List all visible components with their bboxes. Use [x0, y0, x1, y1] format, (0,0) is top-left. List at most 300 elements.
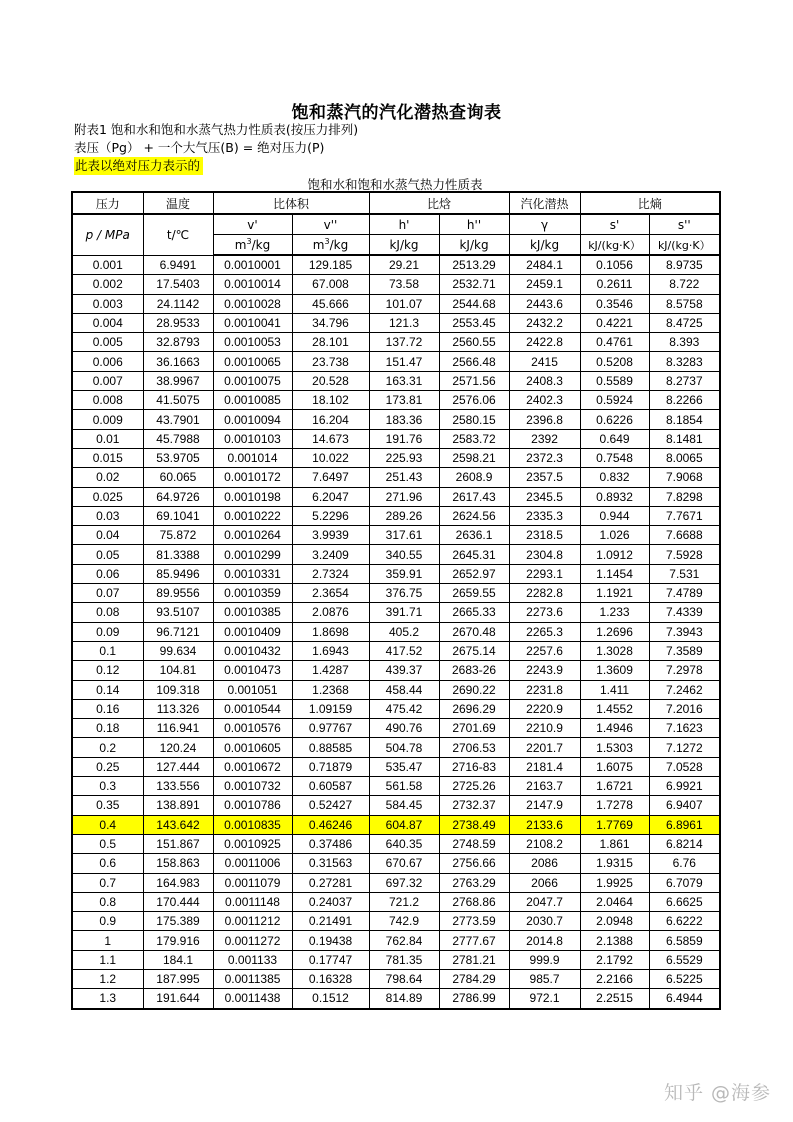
cell-s1: 1.026 — [580, 526, 649, 545]
table-row — [72, 757, 720, 776]
cell-v2: 0.88585 — [292, 738, 369, 757]
cell-v2: 7.6497 — [292, 468, 369, 487]
cell-pressure: 0.6 — [72, 854, 143, 873]
cell-v2: 6.2047 — [292, 487, 369, 506]
cell-temperature: 133.556 — [143, 777, 213, 796]
cell-h1: 317.61 — [369, 526, 439, 545]
cell-pressure: 0.35 — [72, 796, 143, 815]
cell-pressure: 1.2 — [72, 969, 143, 988]
cell-temperature: 53.9705 — [143, 448, 213, 467]
header-enthalpy: 比焓 — [369, 192, 509, 214]
table-row — [72, 854, 720, 873]
cell-s2: 7.3943 — [649, 622, 720, 641]
table-row — [72, 719, 720, 738]
cell-v2: 0.60587 — [292, 777, 369, 796]
cell-temperature: 116.941 — [143, 719, 213, 738]
cell-gamma: 2220.9 — [509, 699, 580, 718]
cell-pressure: 0.09 — [72, 622, 143, 641]
cell-h1: 29.21 — [369, 255, 439, 275]
cell-temperature: 164.983 — [143, 873, 213, 892]
cell-v1: 0.0010222 — [213, 506, 292, 525]
cell-v2: 1.09159 — [292, 699, 369, 718]
table-row — [72, 313, 720, 332]
cell-h2: 2725.26 — [439, 777, 509, 796]
cell-s1: 2.1388 — [580, 931, 649, 950]
cell-temperature: 127.444 — [143, 757, 213, 776]
cell-pressure: 0.006 — [72, 352, 143, 371]
cell-s1: 1.2696 — [580, 622, 649, 641]
cell-temperature: 69.1041 — [143, 506, 213, 525]
cell-s2: 7.531 — [649, 564, 720, 583]
cell-h1: 561.58 — [369, 777, 439, 796]
cell-h1: 640.35 — [369, 834, 439, 853]
cell-s2: 7.2978 — [649, 661, 720, 680]
header-v1-unit: $m^3/kg$ — [213, 235, 292, 256]
table-row — [72, 622, 720, 641]
header-v1: v' — [213, 214, 292, 235]
cell-s2: 8.4725 — [649, 313, 720, 332]
table-row — [72, 371, 720, 390]
cell-v1: 0.0011385 — [213, 969, 292, 988]
note-pressure-formula: 表压（Pg） + 一个大气压(B) = 绝对压力(P) — [74, 140, 325, 155]
cell-v1: 0.0010094 — [213, 410, 292, 429]
cell-s2: 6.9407 — [649, 796, 720, 815]
cell-h2: 2580.15 — [439, 410, 509, 429]
cell-v1: 0.0010028 — [213, 294, 292, 313]
cell-s2: 7.4789 — [649, 584, 720, 603]
header-gamma-unit: kJ/kg — [509, 235, 580, 256]
cell-v2: 0.1512 — [292, 989, 369, 1009]
cell-pressure: 0.05 — [72, 545, 143, 564]
cell-v1: 0.0010359 — [213, 584, 292, 603]
cell-h1: 151.47 — [369, 352, 439, 371]
cell-v2: 28.101 — [292, 333, 369, 352]
cell-v1: 0.0010065 — [213, 352, 292, 371]
cell-gamma: 2231.8 — [509, 680, 580, 699]
table-row — [72, 391, 720, 410]
table-row — [72, 526, 720, 545]
cell-s2: 6.5859 — [649, 931, 720, 950]
cell-pressure: 0.4 — [72, 815, 143, 834]
cell-v1: 0.0010264 — [213, 526, 292, 545]
cell-s2: 7.6688 — [649, 526, 720, 545]
cell-pressure: 0.14 — [72, 680, 143, 699]
cell-h2: 2624.56 — [439, 506, 509, 525]
cell-gamma: 2459.1 — [509, 275, 580, 294]
cell-pressure: 0.07 — [72, 584, 143, 603]
table-row — [72, 661, 720, 680]
cell-s2: 6.6625 — [649, 892, 720, 911]
cell-h1: 504.78 — [369, 738, 439, 757]
cell-pressure: 0.08 — [72, 603, 143, 622]
cell-v2: 0.16328 — [292, 969, 369, 988]
cell-temperature: 99.634 — [143, 641, 213, 660]
cell-s2: 7.2462 — [649, 680, 720, 699]
cell-temperature: 24.1142 — [143, 294, 213, 313]
cell-s2: 6.7079 — [649, 873, 720, 892]
cell-h2: 2696.29 — [439, 699, 509, 718]
header-row-groups — [72, 192, 720, 214]
cell-h1: 475.42 — [369, 699, 439, 718]
cell-h2: 2706.53 — [439, 738, 509, 757]
cell-gamma: 2265.3 — [509, 622, 580, 641]
cell-temperature: 184.1 — [143, 950, 213, 969]
cell-h1: 584.45 — [369, 796, 439, 815]
cell-v2: 23.738 — [292, 352, 369, 371]
cell-v1: 0.0010835 — [213, 815, 292, 834]
cell-v2: 129.185 — [292, 255, 369, 275]
cell-v1: 0.001014 — [213, 448, 292, 467]
table-row — [72, 603, 720, 622]
cell-v2: 0.31563 — [292, 854, 369, 873]
cell-v1: 0.0010299 — [213, 545, 292, 564]
cell-h1: 359.91 — [369, 564, 439, 583]
cell-temperature: 89.9556 — [143, 584, 213, 603]
cell-v2: 0.17747 — [292, 950, 369, 969]
table-row — [72, 931, 720, 950]
cell-temperature: 109.318 — [143, 680, 213, 699]
cell-h2: 2777.67 — [439, 931, 509, 950]
cell-s2: 7.8298 — [649, 487, 720, 506]
cell-v1: 0.0011212 — [213, 912, 292, 931]
cell-s1: 0.7548 — [580, 448, 649, 467]
cell-gamma: 2201.7 — [509, 738, 580, 757]
cell-h2: 2756.66 — [439, 854, 509, 873]
header-latent-heat: 汽化潜热 — [509, 192, 580, 214]
cell-v2: 2.0876 — [292, 603, 369, 622]
cell-h2: 2617.43 — [439, 487, 509, 506]
cell-gamma: 2318.5 — [509, 526, 580, 545]
cell-s1: 0.4221 — [580, 313, 649, 332]
cell-v2: 2.7324 — [292, 564, 369, 583]
cell-v1: 0.0010544 — [213, 699, 292, 718]
table-row — [72, 950, 720, 969]
cell-gamma: 2014.8 — [509, 931, 580, 950]
cell-temperature: 64.9726 — [143, 487, 213, 506]
cell-s1: 0.1056 — [580, 255, 649, 275]
cell-s1: 2.0948 — [580, 912, 649, 931]
cell-v1: 0.001133 — [213, 950, 292, 969]
cell-pressure: 0.8 — [72, 892, 143, 911]
cell-gamma: 2047.7 — [509, 892, 580, 911]
cell-v2: 0.21491 — [292, 912, 369, 931]
cell-s1: 1.4552 — [580, 699, 649, 718]
cell-gamma: 2443.6 — [509, 294, 580, 313]
header-entropy: 比熵 — [580, 192, 720, 214]
cell-v1: 0.0010473 — [213, 661, 292, 680]
table-row — [72, 487, 720, 506]
cell-v1: 0.0011438 — [213, 989, 292, 1009]
cell-s2: 8.1854 — [649, 410, 720, 429]
header-h1-unit: kJ/kg — [369, 235, 439, 256]
cell-s1: 1.411 — [580, 680, 649, 699]
cell-s1: 1.233 — [580, 603, 649, 622]
cell-gamma: 2422.8 — [509, 333, 580, 352]
cell-s2: 6.76 — [649, 854, 720, 873]
table-row — [72, 429, 720, 448]
cell-v2: 1.6943 — [292, 641, 369, 660]
table-row — [72, 699, 720, 718]
cell-pressure: 0.03 — [72, 506, 143, 525]
header-t-unit: t/℃ — [143, 214, 213, 255]
cell-v1: 0.0010786 — [213, 796, 292, 815]
cell-s2: 6.6222 — [649, 912, 720, 931]
cell-v1: 0.0010103 — [213, 429, 292, 448]
cell-s1: 0.8932 — [580, 487, 649, 506]
cell-h1: 535.47 — [369, 757, 439, 776]
header-s2: s'' — [649, 214, 720, 235]
cell-s1: 1.861 — [580, 834, 649, 853]
table-row — [72, 873, 720, 892]
table-row — [72, 796, 720, 815]
cell-pressure: 0.005 — [72, 333, 143, 352]
cell-s2: 6.5529 — [649, 950, 720, 969]
cell-h2: 2544.68 — [439, 294, 509, 313]
cell-v2: 34.796 — [292, 313, 369, 332]
cell-pressure: 0.004 — [72, 313, 143, 332]
cell-h2: 2768.86 — [439, 892, 509, 911]
cell-gamma: 2133.6 — [509, 815, 580, 834]
cell-temperature: 93.5107 — [143, 603, 213, 622]
cell-pressure: 0.008 — [72, 391, 143, 410]
cell-gamma: 2066 — [509, 873, 580, 892]
cell-s1: 1.1921 — [580, 584, 649, 603]
cell-h1: 439.37 — [369, 661, 439, 680]
cell-temperature: 187.995 — [143, 969, 213, 988]
cell-temperature: 6.9491 — [143, 255, 213, 275]
table-row — [72, 564, 720, 583]
cell-s2: 7.1623 — [649, 719, 720, 738]
cell-h1: 458.44 — [369, 680, 439, 699]
cell-temperature: 45.7988 — [143, 429, 213, 448]
table-row — [72, 255, 720, 275]
cell-temperature: 41.5075 — [143, 391, 213, 410]
cell-h1: 721.2 — [369, 892, 439, 911]
cell-s1: 1.9925 — [580, 873, 649, 892]
cell-v2: 14.673 — [292, 429, 369, 448]
cell-s2: 6.9921 — [649, 777, 720, 796]
cell-h2: 2701.69 — [439, 719, 509, 738]
cell-s2: 6.5225 — [649, 969, 720, 988]
steam-properties-table — [71, 191, 721, 1010]
cell-pressure: 0.025 — [72, 487, 143, 506]
cell-v1: 0.0010085 — [213, 391, 292, 410]
cell-s1: 1.7278 — [580, 796, 649, 815]
cell-h2: 2571.56 — [439, 371, 509, 390]
table-caption: 饱和水和饱和水蒸气热力性质表 — [307, 177, 483, 192]
cell-temperature: 85.9496 — [143, 564, 213, 583]
cell-temperature: 179.916 — [143, 931, 213, 950]
cell-v2: 67.008 — [292, 275, 369, 294]
cell-h2: 2598.21 — [439, 448, 509, 467]
cell-v2: 0.19438 — [292, 931, 369, 950]
cell-temperature: 43.7901 — [143, 410, 213, 429]
cell-s1: 2.1792 — [580, 950, 649, 969]
cell-temperature: 138.891 — [143, 796, 213, 815]
cell-pressure: 0.16 — [72, 699, 143, 718]
cell-gamma: 2163.7 — [509, 777, 580, 796]
cell-pressure: 0.5 — [72, 834, 143, 853]
cell-h1: 163.31 — [369, 371, 439, 390]
table-row — [72, 352, 720, 371]
cell-h1: 742.9 — [369, 912, 439, 931]
header-h2-unit: kJ/kg — [439, 235, 509, 256]
cell-h2: 2670.48 — [439, 622, 509, 641]
table-row — [72, 641, 720, 660]
cell-v1: 0.0010172 — [213, 468, 292, 487]
cell-v2: 2.3654 — [292, 584, 369, 603]
cell-v1: 0.0010432 — [213, 641, 292, 660]
cell-s2: 7.4339 — [649, 603, 720, 622]
cell-v1: 0.0010041 — [213, 313, 292, 332]
header-s2-unit: kJ/(kg·K） — [649, 235, 720, 256]
cell-h1: 73.58 — [369, 275, 439, 294]
cell-v1: 0.0010925 — [213, 834, 292, 853]
table-row — [72, 410, 720, 429]
cell-s1: 1.7769 — [580, 815, 649, 834]
cell-h2: 2665.33 — [439, 603, 509, 622]
cell-s1: 0.3546 — [580, 294, 649, 313]
cell-s1: 1.4946 — [580, 719, 649, 738]
cell-v1: 0.0010732 — [213, 777, 292, 796]
cell-h1: 490.76 — [369, 719, 439, 738]
cell-temperature: 120.24 — [143, 738, 213, 757]
cell-h1: 251.43 — [369, 468, 439, 487]
cell-temperature: 38.9967 — [143, 371, 213, 390]
cell-h2: 2560.55 — [439, 333, 509, 352]
note-absolute-pressure: 此表以绝对压力表示的 — [74, 157, 203, 175]
cell-h2: 2773.59 — [439, 912, 509, 931]
cell-temperature: 158.863 — [143, 854, 213, 873]
page-title: 饱和蒸汽的汽化潜热查询表 — [291, 103, 502, 123]
cell-gamma: 2147.9 — [509, 796, 580, 815]
cell-s2: 7.3589 — [649, 641, 720, 660]
cell-h2: 2738.49 — [439, 815, 509, 834]
cell-pressure: 1.3 — [72, 989, 143, 1009]
watermark: 知乎 @海参 — [663, 1082, 771, 1104]
cell-gamma: 2257.6 — [509, 641, 580, 660]
cell-s2: 8.722 — [649, 275, 720, 294]
cell-h2: 2763.29 — [439, 873, 509, 892]
cell-s2: 7.1272 — [649, 738, 720, 757]
cell-temperature: 75.872 — [143, 526, 213, 545]
cell-gamma: 985.7 — [509, 969, 580, 988]
header-temperature: 温度 — [143, 192, 213, 214]
header-v2: v'' — [292, 214, 369, 235]
header-h1: h' — [369, 214, 439, 235]
cell-h2: 2716-83 — [439, 757, 509, 776]
cell-temperature: 60.065 — [143, 468, 213, 487]
cell-v2: 0.97767 — [292, 719, 369, 738]
cell-h2: 2784.29 — [439, 969, 509, 988]
header-h2: h'' — [439, 214, 509, 235]
cell-pressure: 0.3 — [72, 777, 143, 796]
table-row — [72, 738, 720, 757]
cell-temperature: 17.5403 — [143, 275, 213, 294]
cell-pressure: 1.1 — [72, 950, 143, 969]
cell-s1: 0.5924 — [580, 391, 649, 410]
cell-v1: 0.0011079 — [213, 873, 292, 892]
cell-s1: 1.0912 — [580, 545, 649, 564]
cell-s2: 8.0065 — [649, 448, 720, 467]
header-row-symbols — [72, 214, 720, 235]
cell-h1: 604.87 — [369, 815, 439, 834]
table-row — [72, 989, 720, 1009]
cell-gamma: 2402.3 — [509, 391, 580, 410]
cell-h2: 2645.31 — [439, 545, 509, 564]
cell-s2: 8.393 — [649, 333, 720, 352]
cell-h2: 2532.71 — [439, 275, 509, 294]
cell-v1: 0.0010001 — [213, 255, 292, 275]
cell-v2: 18.102 — [292, 391, 369, 410]
cell-pressure: 0.009 — [72, 410, 143, 429]
table-row — [72, 892, 720, 911]
cell-v1: 0.0011006 — [213, 854, 292, 873]
cell-s2: 8.5758 — [649, 294, 720, 313]
cell-s2: 7.9068 — [649, 468, 720, 487]
cell-v1: 0.0010198 — [213, 487, 292, 506]
cell-h1: 762.84 — [369, 931, 439, 950]
cell-h1: 391.71 — [369, 603, 439, 622]
cell-s2: 6.8214 — [649, 834, 720, 853]
cell-v2: 16.204 — [292, 410, 369, 429]
cell-s2: 6.4944 — [649, 989, 720, 1009]
cell-h2: 2566.48 — [439, 352, 509, 371]
cell-pressure: 0.12 — [72, 661, 143, 680]
cell-gamma: 2335.3 — [509, 506, 580, 525]
cell-temperature: 32.8793 — [143, 333, 213, 352]
cell-temperature: 104.81 — [143, 661, 213, 680]
cell-h1: 183.36 — [369, 410, 439, 429]
cell-s1: 1.3028 — [580, 641, 649, 660]
cell-h2: 2675.14 — [439, 641, 509, 660]
cell-pressure: 0.25 — [72, 757, 143, 776]
cell-gamma: 2293.1 — [509, 564, 580, 583]
cell-s2: 6.8961 — [649, 815, 720, 834]
cell-s2: 8.9735 — [649, 255, 720, 275]
cell-s1: 1.6721 — [580, 777, 649, 796]
cell-pressure: 0.06 — [72, 564, 143, 583]
cell-temperature: 81.3388 — [143, 545, 213, 564]
cell-v1: 0.001051 — [213, 680, 292, 699]
cell-h1: 697.32 — [369, 873, 439, 892]
cell-v2: 3.2409 — [292, 545, 369, 564]
cell-v2: 3.9939 — [292, 526, 369, 545]
table-row — [72, 815, 720, 834]
cell-pressure: 0.003 — [72, 294, 143, 313]
cell-temperature: 191.644 — [143, 989, 213, 1009]
table-row — [72, 333, 720, 352]
cell-v1: 0.0010672 — [213, 757, 292, 776]
cell-temperature: 175.389 — [143, 912, 213, 931]
cell-v2: 45.666 — [292, 294, 369, 313]
cell-s1: 0.832 — [580, 468, 649, 487]
cell-h1: 798.64 — [369, 969, 439, 988]
cell-s1: 1.3609 — [580, 661, 649, 680]
cell-h1: 191.76 — [369, 429, 439, 448]
cell-v1: 0.0010075 — [213, 371, 292, 390]
cell-pressure: 0.007 — [72, 371, 143, 390]
cell-h1: 289.26 — [369, 506, 439, 525]
cell-h1: 417.52 — [369, 641, 439, 660]
cell-gamma: 2396.8 — [509, 410, 580, 429]
cell-s1: 2.2515 — [580, 989, 649, 1009]
cell-s1: 1.5303 — [580, 738, 649, 757]
cell-temperature: 28.9533 — [143, 313, 213, 332]
cell-gamma: 2415 — [509, 352, 580, 371]
cell-v2: 0.27281 — [292, 873, 369, 892]
note-appendix: 附表1 饱和水和饱和水蒸气热力性质表(按压力排列) — [74, 122, 359, 137]
